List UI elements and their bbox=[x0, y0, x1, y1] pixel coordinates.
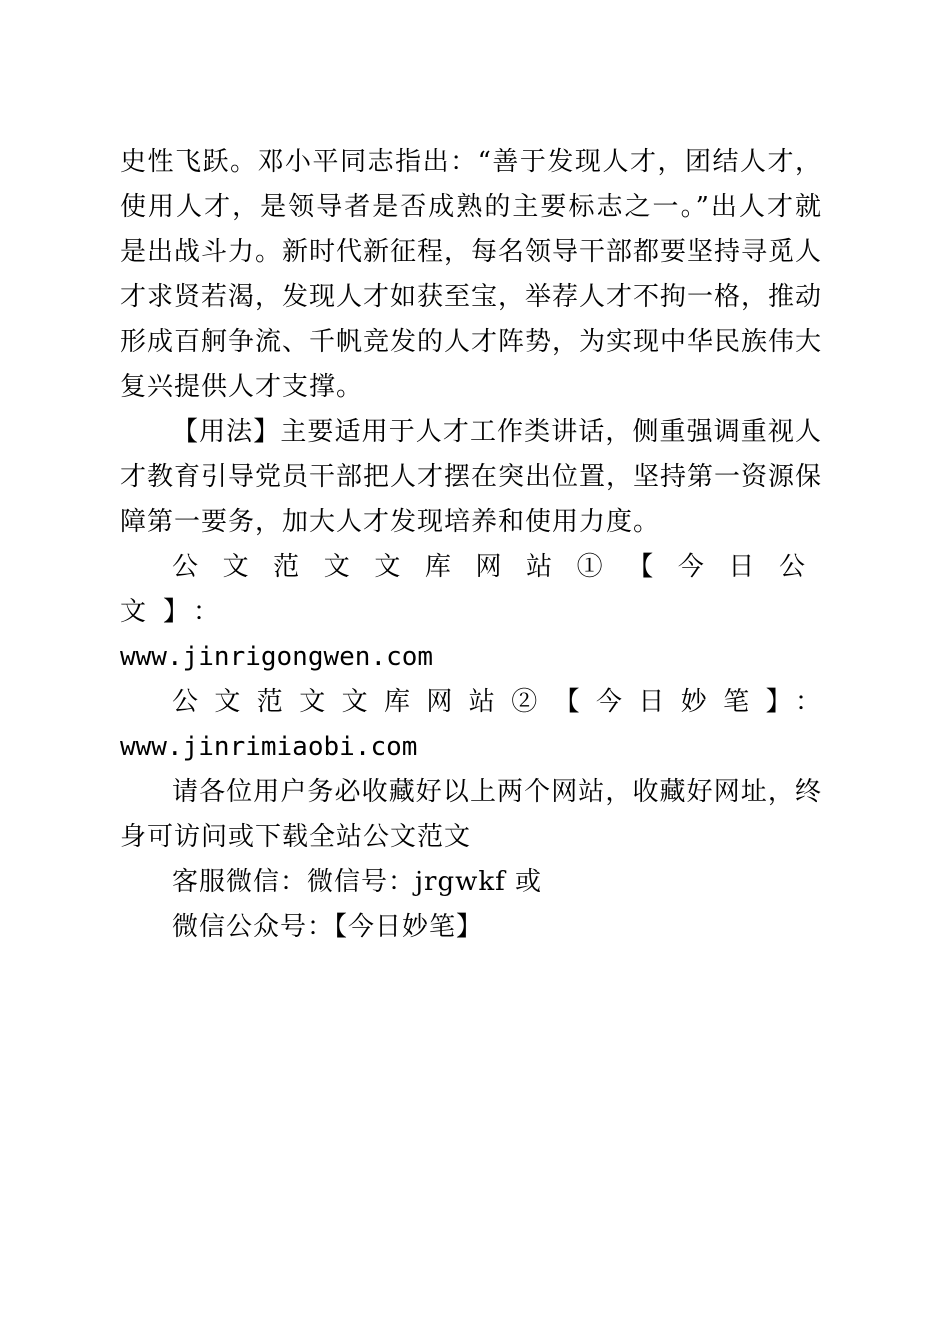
site-1-url[interactable]: www.jinrigongwen.com bbox=[120, 642, 434, 672]
site-1-line bbox=[120, 545, 822, 680]
body-paragraph: 史性飞跃。邓小平同志指出：“善于发现人才，团结人才，使用人才，是领导者是否成熟的主要标志之一。”出人才就是出战斗力。新时代新征程，每名领导干部都要坚持寻觅人才求贤若渴，发现人才如获至宝，举荐人才不拘一格，推动形成百舸争流、千帆竞发的人才阵势，为实现中华民族伟大复兴提供人才支撑。 bbox=[120, 147, 823, 402]
wechat-public-line: 微信公众号：【今日妙笔】 bbox=[172, 912, 484, 942]
usage-paragraph: 【用法】主要适用于人才工作类讲话，侧重强调重视人才教育引导党员干部把人才摆在突出位置，坚持第一资源保障第一要务，加大人才发现培养和使用力度。 bbox=[120, 417, 823, 537]
site-2-line bbox=[120, 680, 822, 770]
site-2-url[interactable]: www.jinrimiaobi.com bbox=[120, 732, 418, 762]
site-1-label: 公文范文文库网站①【今日公文】： bbox=[120, 552, 822, 627]
wechat-service-line: 客服微信：微信号：jrgwkf 或 bbox=[172, 867, 543, 897]
site-2-label: 公文范文文库网站②【今日妙笔】： bbox=[172, 687, 822, 717]
document-body bbox=[120, 140, 822, 950]
notice-paragraph: 请各位用户务必收藏好以上两个网站，收藏好网址，终身可访问或下载全站公文范文 bbox=[120, 777, 822, 852]
